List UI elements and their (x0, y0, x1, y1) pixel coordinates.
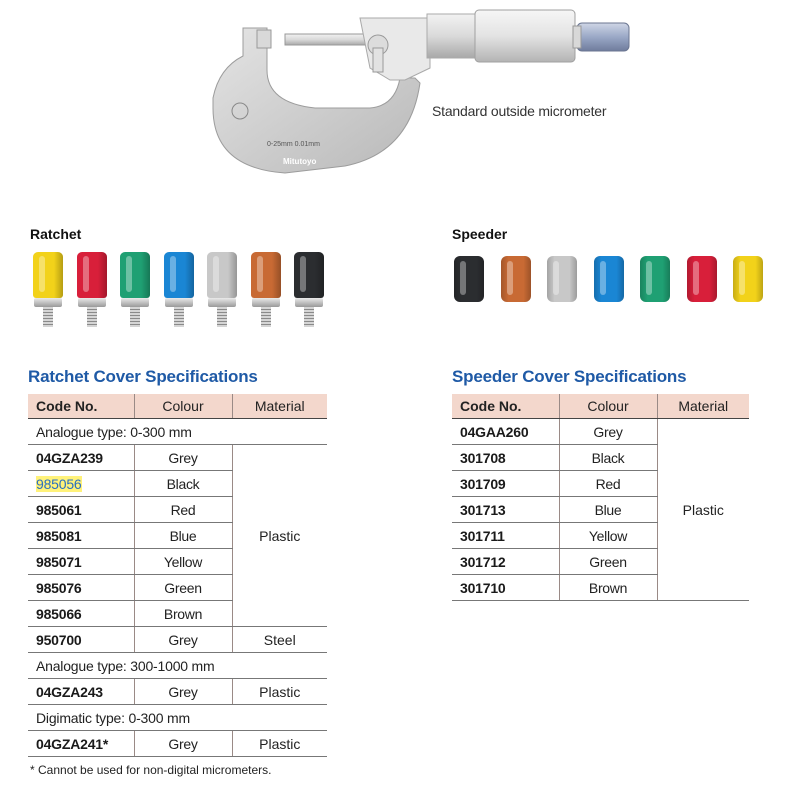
code-cell: 985081 (28, 523, 134, 549)
ratchet-spec-title: Ratchet Cover Specifications (28, 367, 258, 386)
header-material: Material (232, 394, 327, 419)
ratchet-label: Ratchet (30, 226, 82, 242)
colour-cell: Grey (134, 731, 232, 757)
material-cell: Plastic (232, 445, 327, 627)
group-label: Digimatic type: 0-300 mm (28, 705, 327, 731)
footnote: * Cannot be used for non-digital micrometers. (30, 763, 272, 777)
colour-cell: Red (134, 497, 232, 523)
highlighted-code: 985056 (36, 475, 82, 492)
speeder-cap-green (640, 256, 670, 302)
colour-cell: Grey (134, 445, 232, 471)
speeder-cap-black (454, 256, 484, 302)
table-row (452, 419, 749, 445)
table-row (28, 627, 327, 653)
ratchet-cap-green (120, 252, 150, 328)
colour-cell: Black (134, 471, 232, 497)
header-material: Material (657, 394, 749, 419)
colour-cell: Brown (134, 601, 232, 627)
code-cell: 301711 (452, 523, 559, 549)
table-row (28, 731, 327, 757)
header-code: Code No. (452, 394, 559, 419)
code-cell: 301712 (452, 549, 559, 575)
colour-cell: Grey (134, 679, 232, 705)
code-cell: 301709 (452, 471, 559, 497)
material-cell: Plastic (232, 731, 327, 757)
colour-cell: Grey (559, 419, 657, 445)
code-cell: 985076 (28, 575, 134, 601)
header-colour: Colour (134, 394, 232, 419)
header-code: Code No. (28, 394, 134, 419)
table-header-row (28, 394, 327, 419)
speeder-spec-title: Speeder Cover Specifications (452, 367, 687, 386)
speeder-caps-row (454, 256, 774, 306)
micrometer-caption: Standard outside micrometer (432, 103, 607, 119)
colour-cell: Black (559, 445, 657, 471)
micrometer-range-label: 0-25mm 0.01mm (267, 141, 320, 148)
colour-cell: Yellow (134, 549, 232, 575)
code-cell: 04GZA239 (28, 445, 134, 471)
speeder-cap-yellow (733, 256, 763, 302)
code-cell: 04GAA260 (452, 419, 559, 445)
ratchet-cap-black (294, 252, 324, 328)
material-cell: Plastic (657, 419, 749, 601)
colour-cell: Green (559, 549, 657, 575)
speeder-label: Speeder (452, 226, 508, 242)
group-label: Analogue type: 300-1000 mm (28, 653, 327, 679)
colour-cell: Red (559, 471, 657, 497)
table-row (28, 679, 327, 705)
colour-cell: Yellow (559, 523, 657, 549)
table-row (28, 445, 327, 471)
ratchet-cap-blue (164, 252, 194, 328)
table-header-row (452, 394, 749, 419)
ratchet-cap-red (77, 252, 107, 328)
ratchet-spec-table (28, 394, 327, 757)
speeder-cap-grey (547, 256, 577, 302)
group-row (28, 653, 327, 679)
code-cell: 04GZA243 (28, 679, 134, 705)
group-label: Analogue type: 0-300 mm (28, 419, 327, 445)
ratchet-caps-row (33, 252, 333, 332)
ratchet-cap-yellow (33, 252, 63, 328)
code-cell: 950700 (28, 627, 134, 653)
material-cell: Steel (232, 627, 327, 653)
code-cell: 985071 (28, 549, 134, 575)
group-row (28, 419, 327, 445)
code-cell: 985061 (28, 497, 134, 523)
colour-cell: Green (134, 575, 232, 601)
ratchet-cap-brown (251, 252, 281, 328)
code-cell: 985066 (28, 601, 134, 627)
code-cell: 04GZA241* (28, 731, 134, 757)
ratchet-cap-grey (207, 252, 237, 328)
code-cell-highlighted (28, 471, 134, 497)
header-colour: Colour (559, 394, 657, 419)
colour-cell: Grey (134, 627, 232, 653)
colour-cell: Brown (559, 575, 657, 601)
micrometer-brand-label: Mitutoyo (283, 157, 317, 166)
speeder-cap-blue (594, 256, 624, 302)
code-cell: 301713 (452, 497, 559, 523)
colour-cell: Blue (134, 523, 232, 549)
code-cell: 301710 (452, 575, 559, 601)
speeder-spec-table (452, 394, 749, 601)
code-cell: 301708 (452, 445, 559, 471)
colour-cell: Blue (559, 497, 657, 523)
speeder-cap-brown (501, 256, 531, 302)
speeder-cap-red (687, 256, 717, 302)
material-cell: Plastic (232, 679, 327, 705)
group-row (28, 705, 327, 731)
